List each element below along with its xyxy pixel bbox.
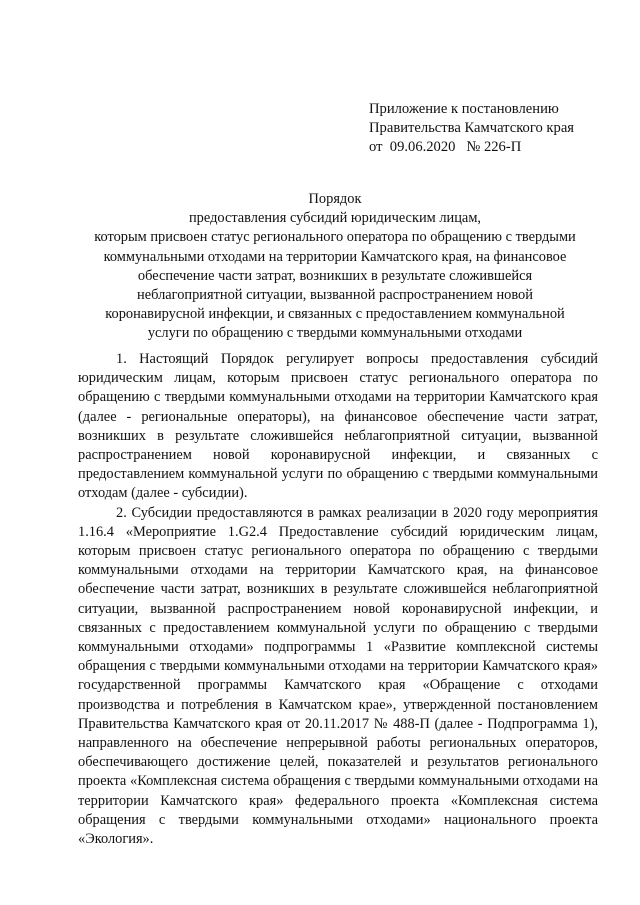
document-title xyxy=(70,190,600,344)
title-line: Порядок xyxy=(308,191,362,207)
appendix-line-3: от 09.06.2020 № 226-П xyxy=(369,139,522,155)
appendix-line-1: Приложение к постановлению xyxy=(369,101,559,117)
title-line: услуги по обращению с твердыми коммунальными отходами xyxy=(147,325,523,342)
title-line: коммунальными отходами на территории Камчатского края, на финансовое xyxy=(103,248,567,265)
title-line: неблагоприятной ситуации, вызванной распространением новой xyxy=(137,287,533,304)
appendix-header xyxy=(369,100,574,157)
paragraph-1: 1. Настоящий Порядок регулирует вопросы предоставления субсидий юридическим лицам, которым присвоен статус регионального оператора по обращению с твердыми коммунальными отходами на территории Камчатского края (далее - региональные операторы), на финансовое обеспечение части затрат, возникших в результате сложившейся неблагоприятной ситуации, вызванной распространением новой коронавирусной инфекции, и связанных с предоставлением коммунальной услуги по обращению с твердыми коммунальными отходам (далее - субсидии). xyxy=(78,351,598,502)
title-line: обеспечение части затрат, возникших в результате сложившейся xyxy=(137,267,533,284)
title-line: коронавирусной инфекции, и связанных с предоставлением коммунальной xyxy=(105,306,565,323)
appendix-line-2: Правительства Камчатского края xyxy=(369,120,575,136)
title-line: которым присвоен статус регионального оператора по обращению с твердыми xyxy=(94,229,576,246)
paragraph-2: 2. Субсидии предоставляются в рамках реализации в 2020 году мероприятия 1.16.4 «Мероприятие 1.G2.4 Предоставление субсидий юридическим лицам, которым присвоен статус регионального оператора по обращению с твердыми коммунальными отходами на территории Камчатского края, на финансовое обеспечение части затрат, возникших в результате сложившейся неблагоприятной ситуации, вызванной распространением новой коронавирусной инфекции, и связанных с предоставлением коммунальной услуги по обращению с твердыми коммунальными отходами» подпрограммы 1 «Развитие комплексной системы обращения с твердыми коммунальными отходами на территории Камчатского края» государственной программы Камчатского края «Обращение с отходами производства и потребления в Камчатском крае», утвержденной постановлением Правительства Камчатского края от 20.11.2017 № 488-П (далее - Подпрограмма 1), направленного на обеспечение непрерывной работы региональных операторов, обеспечивающего достижение целей, показателей и результатов регионального проекта «Комплексная система обращения с твердыми коммунальными отходами на территории Камчатского края» федерального проекта «Комплексная система обращения с твердыми коммунальными отходами» национального проекта «Экология». xyxy=(78,504,598,848)
title-line: предоставления субсидий юридическим лицам, xyxy=(188,210,482,227)
document-body xyxy=(78,350,598,849)
